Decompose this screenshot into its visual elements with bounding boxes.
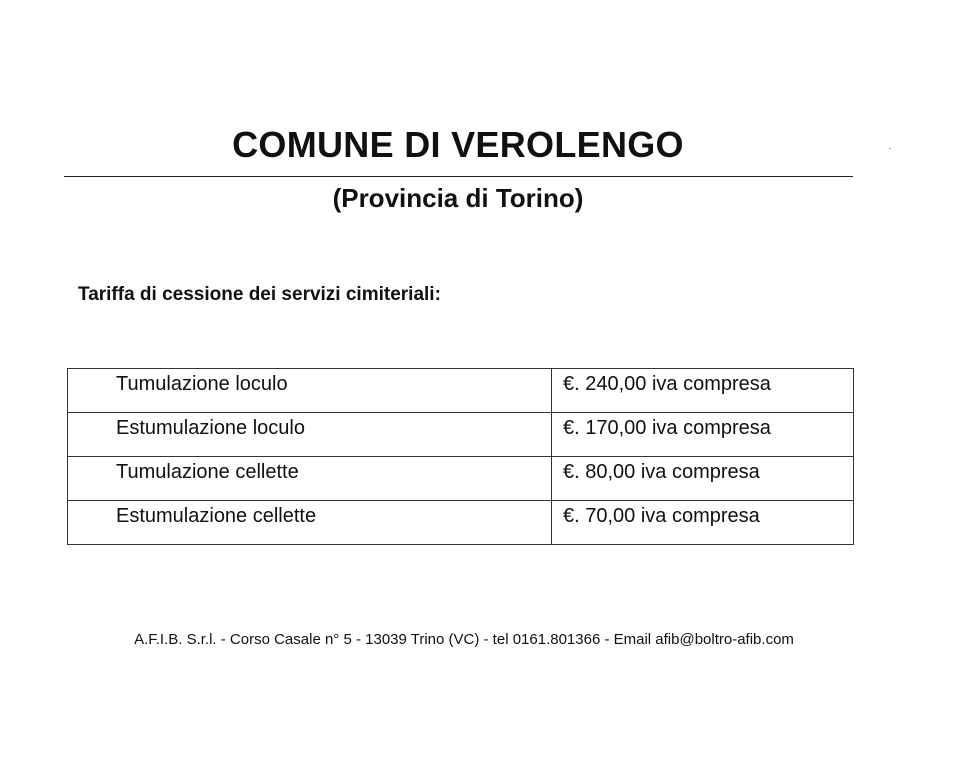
tariff-table xyxy=(67,368,854,545)
table-row xyxy=(68,413,854,457)
tariff-heading: Tariffa di cessione dei servizi cimiteriali: xyxy=(78,284,441,305)
scan-speck xyxy=(889,148,891,149)
service-cell: Estumulazione loculo xyxy=(68,413,552,457)
table-row xyxy=(68,369,854,413)
price-cell: €. 240,00 iva compresa xyxy=(552,369,854,413)
page-subtitle: (Provincia di Torino) xyxy=(332,183,584,213)
company-footer: A.F.I.B. S.r.l. - Corso Casale n° 5 - 13039 Trino (VC) - tel 0161.801366 - Email afib@boltro-afib.com xyxy=(134,631,794,648)
service-cell: Estumulazione cellette xyxy=(68,501,552,545)
table-row xyxy=(68,501,854,545)
price-cell: €. 80,00 iva compresa xyxy=(552,457,854,501)
page-title: COMUNE DI VEROLENGO xyxy=(232,124,684,165)
title-underline xyxy=(64,176,853,177)
price-cell: €. 170,00 iva compresa xyxy=(552,413,854,457)
price-cell: €. 70,00 iva compresa xyxy=(552,501,854,545)
service-cell: Tumulazione cellette xyxy=(68,457,552,501)
service-cell: Tumulazione loculo xyxy=(68,369,552,413)
table-row xyxy=(68,457,854,501)
